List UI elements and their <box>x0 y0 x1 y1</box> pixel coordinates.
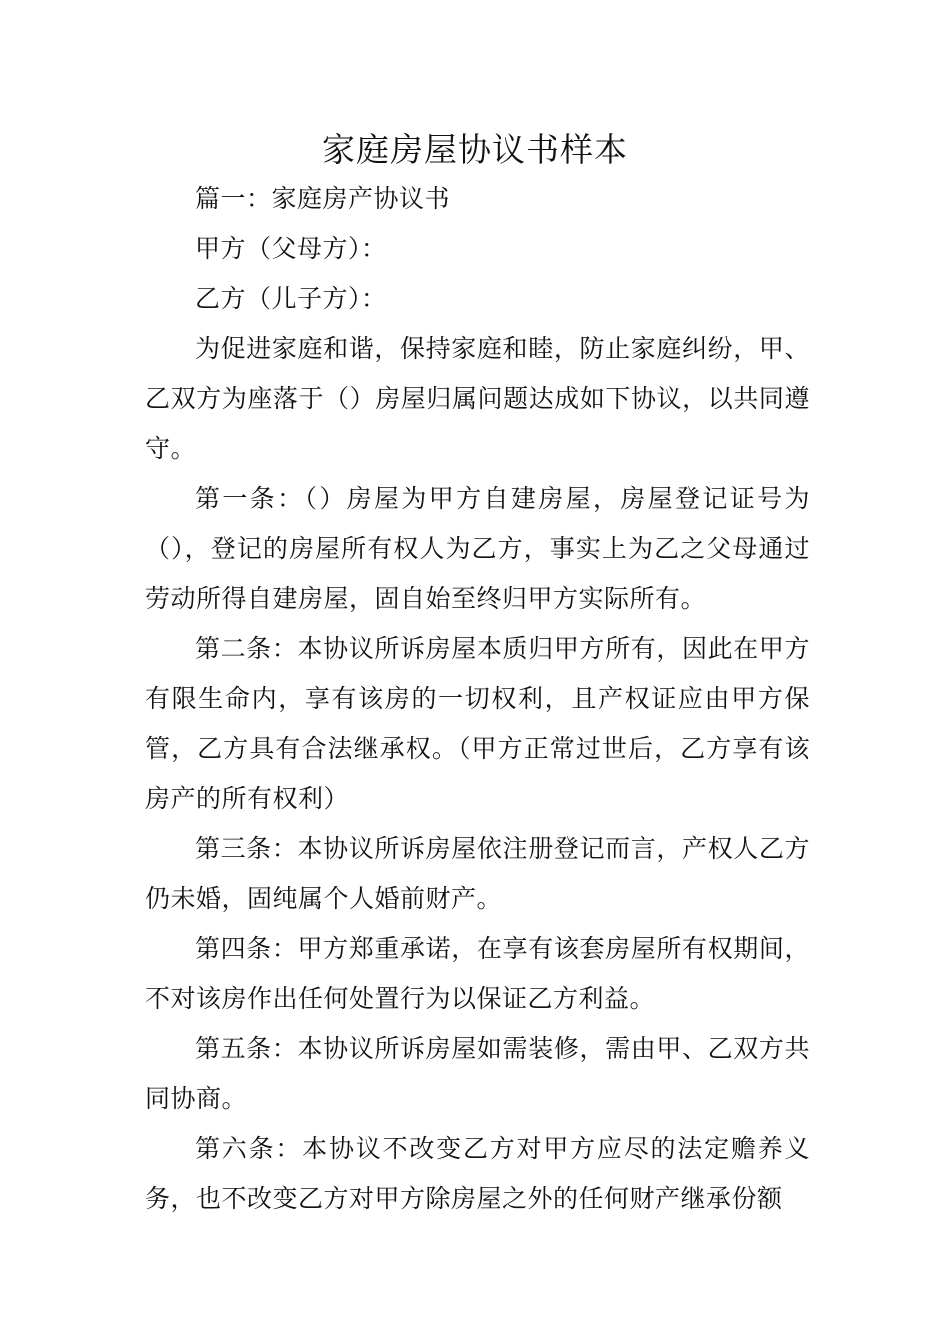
section-heading: 篇一：家庭房产协议书 <box>195 184 451 213</box>
article-4: 第四条：甲方郑重承诺，在享有该套房屋所有权期间，不对该房作出任何处置行为以保证乙方利益。 <box>145 934 810 1013</box>
document-body <box>145 174 810 1224</box>
preamble-paragraph: 为促进家庭和谐，保持家庭和睦，防止家庭纠纷，甲、乙双方为座落于（）房屋归属问题达成如下协议，以共同遵守。 <box>145 334 810 463</box>
article-2: 第二条：本协议所诉房屋本质归甲方所有，因此在甲方有限生命内，享有该房的一切权利，且产权证应由甲方保管，乙方具有合法继承权。（甲方正常过世后，乙方享有该房产的所有权利） <box>145 634 810 813</box>
article-3: 第三条：本协议所诉房屋依注册登记而言，产权人乙方仍未婚，固纯属个人婚前财产。 <box>145 834 810 913</box>
party-a-line: 甲方（父母方）： <box>195 234 387 263</box>
article-5: 第五条：本协议所诉房屋如需装修，需由甲、乙双方共同协商。 <box>145 1034 810 1113</box>
document-title: 家庭房屋协议书样本 <box>322 130 628 169</box>
article-6: 第六条：本协议不改变乙方对甲方应尽的法定赡养义务，也不改变乙方对甲方除房屋之外的任何财产继承份额 <box>145 1134 810 1213</box>
article-1: 第一条：（）房屋为甲方自建房屋，房屋登记证号为（），登记的房屋所有权人为乙方，事实上为乙之父母通过劳动所得自建房屋，固自始至终归甲方实际所有。 <box>145 484 810 613</box>
party-b-line: 乙方（儿子方）： <box>195 284 387 313</box>
